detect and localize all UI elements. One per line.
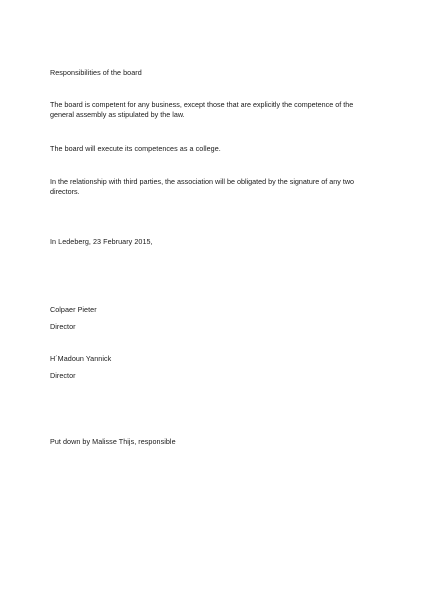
signatory-title: Director xyxy=(50,371,76,380)
place-date: In Ledeberg, 23 February 2015, xyxy=(50,237,153,246)
paragraph-line: general assembly as stipulated by the law. xyxy=(50,109,185,119)
paragraph-college: The board will execute its competences as a college. xyxy=(50,144,221,153)
signatory-title: Director xyxy=(50,322,76,331)
paragraph-line: directors. xyxy=(50,186,80,196)
document-heading: Responsibilities of the board xyxy=(50,68,142,77)
paragraph-line: The board is competent for any business, except those that are explicitly the competence of the xyxy=(50,100,354,109)
paragraph-third-parties xyxy=(50,177,370,196)
paragraph-board-competence xyxy=(50,100,370,119)
paragraph-line: In the relationship with third parties, the association will be obligated by the signature of any two xyxy=(50,177,355,186)
document-footer: Put down by Malisse Thijs, responsible xyxy=(50,437,176,446)
signatory-name: Colpaer Pieter xyxy=(50,305,97,314)
signatory-name: H´Madoun Yannick xyxy=(50,354,112,363)
